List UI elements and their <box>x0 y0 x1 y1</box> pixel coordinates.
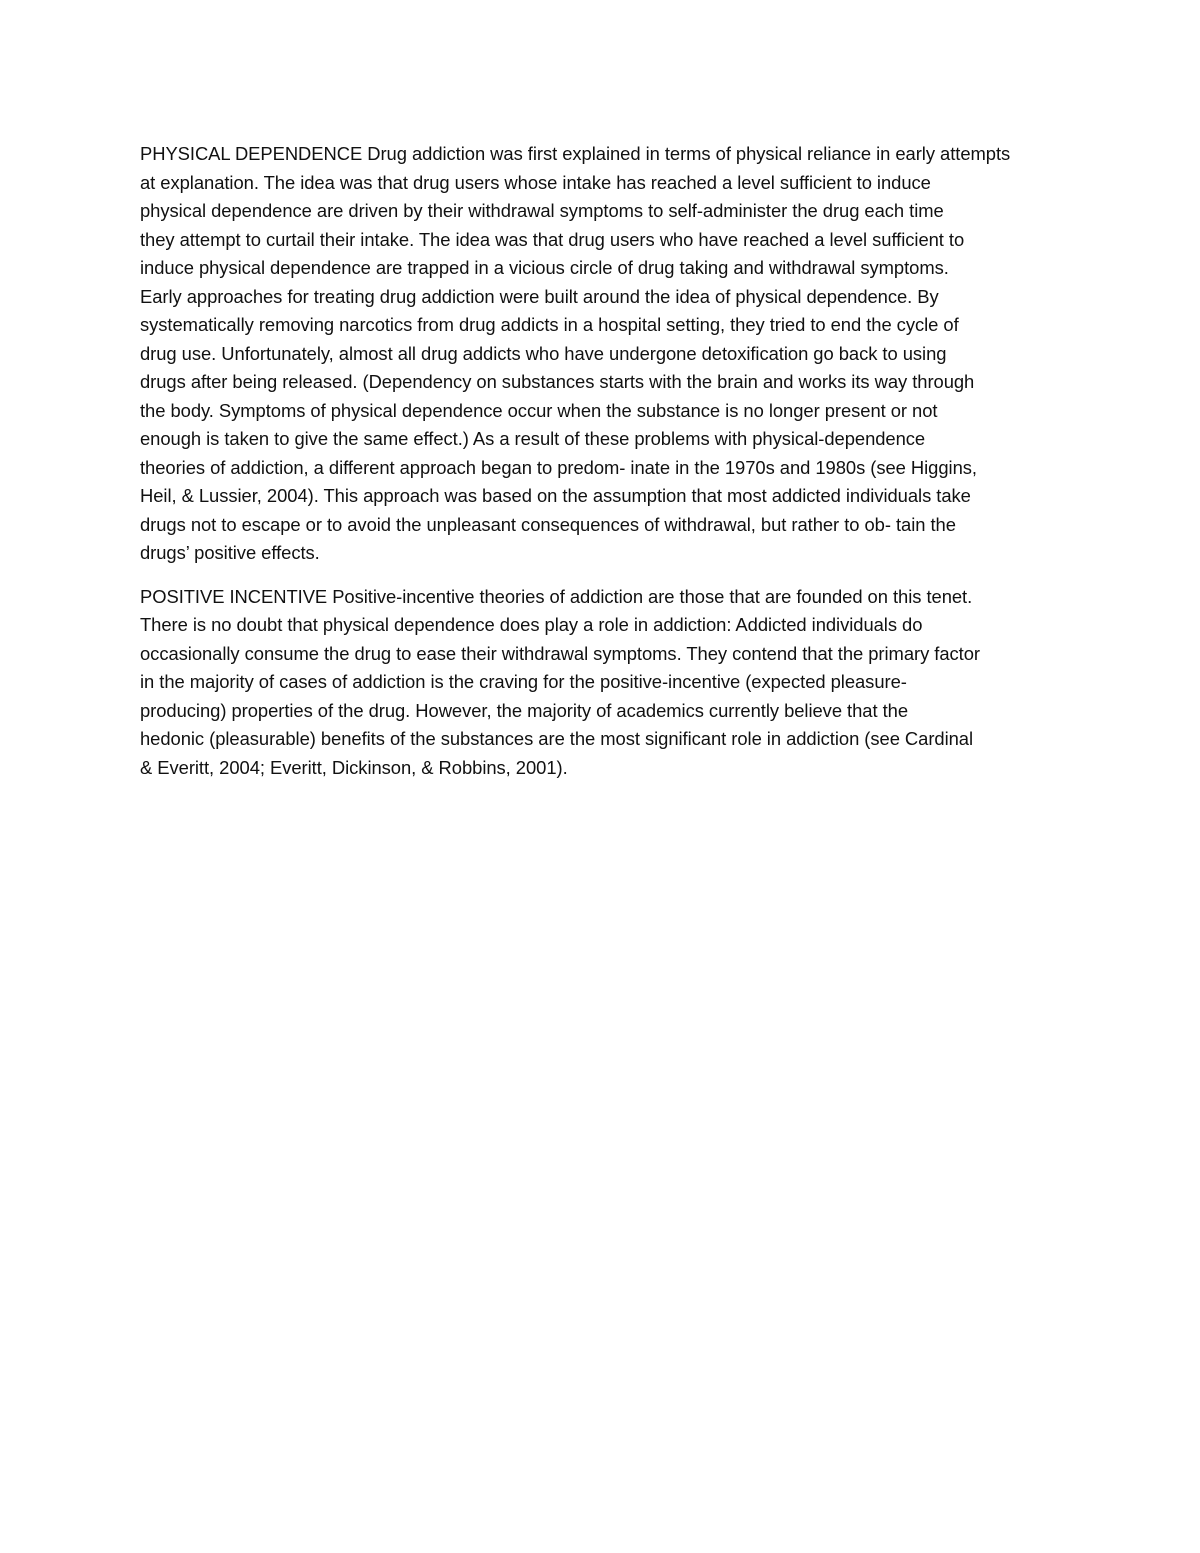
text-line: drugs not to escape or to avoid the unpleasant consequences of withdrawal, but rather to ob- tain the <box>140 513 956 535</box>
text-line: enough is taken to give the same effect.) As a result of these problems with physical-dependence <box>140 428 926 449</box>
text-line: hedonic (pleasurable) benefits of the substances are the most significant role in addiction (see Cardinal <box>140 728 974 749</box>
text-line: systematically removing narcotics from drug addicts in a hospital setting, they tried to end the cycle of <box>140 314 959 335</box>
text-line: theories of addiction, a different approach began to predom- inate in the 1970s and 1980s (see Higgins, <box>140 456 977 478</box>
text-line: in the majority of cases of addiction is the craving for the positive-incentive (expected pleasure- <box>140 671 907 692</box>
text-line: occasionally consume the drug to ease their withdrawal symptoms. They contend that the primary factor <box>140 642 980 664</box>
text-line: drugs’ positive effects. <box>140 542 320 563</box>
text-line: at explanation. The idea was that drug users whose intake has reached a level sufficient to induce <box>140 171 931 193</box>
text-line: & Everitt, 2004; Everitt, Dickinson, & Robbins, 2001). <box>140 756 568 778</box>
text-line: PHYSICAL DEPENDENCE Drug addiction was first explained in terms of physical reliance in early attempts <box>140 143 1011 164</box>
text-line: producing) properties of the drug. However, the majority of academics currently believe that the <box>140 699 909 721</box>
paragraph-physical-dependence <box>140 140 1065 568</box>
text-line: drug use. Unfortunately, almost all drug addicts who have undergone detoxification go back to using <box>140 342 947 364</box>
text-line: drugs after being released. (Dependency on substances starts with the brain and works its way through <box>140 371 975 392</box>
paragraph-positive-incentive <box>140 583 1065 783</box>
text-line: Heil, & Lussier, 2004). This approach was based on the assumption that most addicted individuals take <box>140 485 971 506</box>
text-line: POSITIVE INCENTIVE Positive-incentive theories of addiction are those that are founded on this tenet. <box>140 585 973 607</box>
document-body <box>140 140 1065 797</box>
text-line: they attempt to curtail their intake. The idea was that drug users who have reached a level sufficient to <box>140 228 965 250</box>
text-line: Early approaches for treating drug addiction were built around the idea of physical dependence. By <box>140 285 939 307</box>
text-line: There is no doubt that physical dependence does play a role in addiction: Addicted individuals do <box>140 614 923 635</box>
text-line: the body. Symptoms of physical dependence occur when the substance is no longer present or not <box>140 399 938 421</box>
text-line: physical dependence are driven by their withdrawal symptoms to self-administer the drug each time <box>140 200 944 221</box>
text-line: induce physical dependence are trapped in a vicious circle of drug taking and withdrawal symptoms. <box>140 257 949 278</box>
